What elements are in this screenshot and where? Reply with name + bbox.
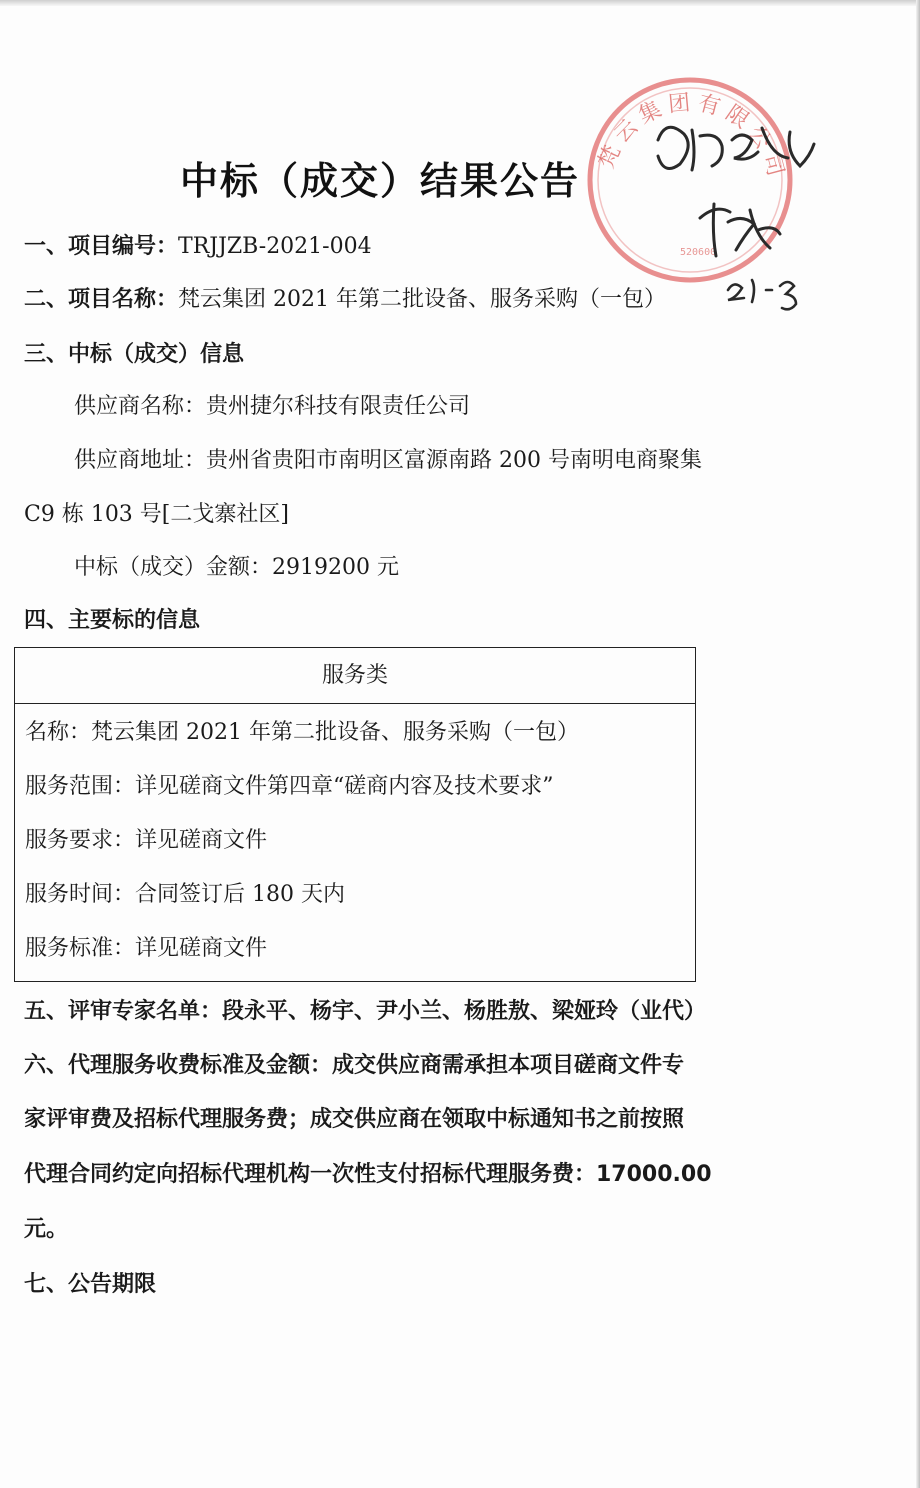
supplier-name-label: 供应商名称： <box>74 394 207 419</box>
table-row: 服务时间：合同签订后 180 天内 <box>25 882 345 907</box>
table-header: 服务类 <box>15 648 695 704</box>
supplier-name-line <box>74 392 470 422</box>
supplier-address-value: 贵州省贵阳市南明区富源南路 200 号南明电商聚集 <box>206 448 702 473</box>
agency-fee-line-2: 家评审费及招标代理服务费；成交供应商在领取中标通知书之前按照 <box>24 1107 685 1132</box>
table-row: 服务标准：详见磋商文件 <box>25 936 268 961</box>
main-subject-heading <box>24 606 200 636</box>
award-info-label: 三、中标（成交）信息 <box>24 342 245 367</box>
svg-text:520600: 520600 <box>680 247 717 258</box>
award-amount-line <box>74 553 399 583</box>
svg-text:梵云集团有限公司: 梵云集团有限公司 <box>594 90 790 185</box>
table-row: 服务要求：详见磋商文件 <box>25 828 268 853</box>
project-name-value: 梵云集团 2021 年第二批设备、服务采购（一包） <box>178 287 666 312</box>
project-number-value: TRJJZB-2021-004 <box>178 234 372 259</box>
service-info-table <box>14 647 696 982</box>
award-amount-label: 中标（成交）金额： <box>74 555 273 580</box>
page-edge-top <box>0 0 920 6</box>
agency-fee-line-3: 代理合同约定向招标代理机构一次性支付招标代理服务费：17000.00 <box>24 1162 712 1187</box>
supplier-name-value: 贵州捷尔科技有限责任公司 <box>206 394 471 419</box>
project-name-line <box>24 285 666 315</box>
supplier-address-line <box>74 446 702 476</box>
project-number-line <box>24 232 372 262</box>
page-title: 中标（成交）结果公告 <box>179 159 580 203</box>
table-row: 名称：梵云集团 2021 年第二批设备、服务采购（一包） <box>25 720 579 745</box>
table-row: 服务范围：详见磋商文件第四章“磋商内容及技术要求” <box>25 774 554 799</box>
notice-period-heading: 七、公告期限 <box>24 1272 157 1297</box>
agency-fee-line-4: 元。 <box>24 1217 69 1242</box>
supplier-address-continued: C9 栋 103 号[二戈寨社区] <box>24 502 289 527</box>
page-edge-right <box>916 0 920 1488</box>
agency-fee-line-1: 六、代理服务收费标准及金额：成交供应商需承担本项目磋商文件专 <box>24 1053 685 1078</box>
supplier-address-label: 供应商地址： <box>74 448 207 473</box>
review-experts-line: 五、评审专家名单：段永平、杨宇、尹小兰、杨胜敖、梁娅玲（业代） <box>24 999 707 1024</box>
main-subject-label: 四、主要标的信息 <box>24 608 201 633</box>
handwritten-approval-signature <box>640 110 840 320</box>
award-info-heading <box>24 340 244 370</box>
award-amount-value: 2919200 元 <box>272 555 399 580</box>
project-name-label: 二、项目名称： <box>24 287 179 312</box>
project-number-label: 一、项目编号： <box>24 234 179 259</box>
